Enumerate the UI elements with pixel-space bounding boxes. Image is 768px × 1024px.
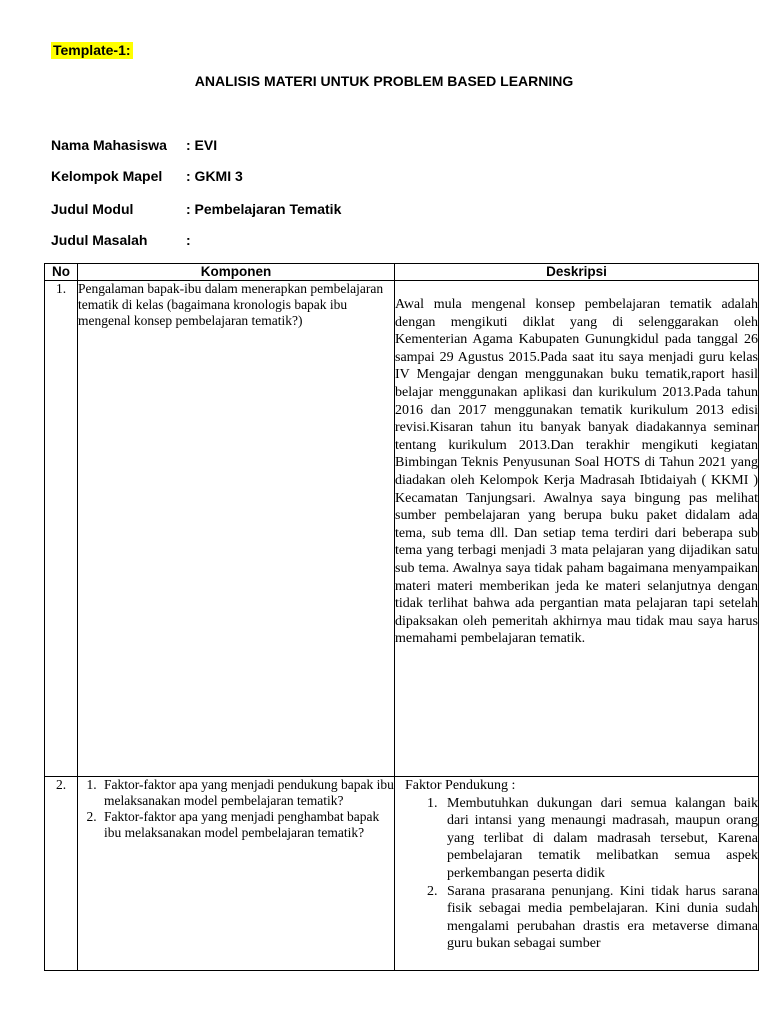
list-item: 1. Membutuhkan dukungan dari semua kalangan baik dari intansi yang menaungi madrasah, maupun orang yang terlibat di dalam madrasah tersebut, Karena pembelajaran tematik melibatkan semua aspek perkembangan peserta didik (441, 795, 758, 883)
table-header-row (45, 264, 759, 281)
field-judul-masalah (51, 232, 191, 248)
field-label: Judul Modul (51, 201, 134, 217)
field-value: : EVI (186, 137, 218, 153)
list-item: 1. Faktor-faktor apa yang menjadi pendukung bapak ibu melaksanakan model pembelajaran tematik? (100, 777, 394, 809)
field-nama-mahasiswa (51, 137, 217, 153)
field-value: : Pembelajaran Tematik (186, 201, 342, 217)
list-item: 2. Faktor-faktor apa yang menjadi penghambat bapak ibu melaksanakan model pembelajaran tematik? (100, 809, 394, 841)
field-label: Kelompok Mapel (51, 168, 163, 184)
list-item: 2. Sarana prasarana penunjang. Kini tidak harus sarana fisik sebagai media pembelajaran. Kini dunia sudah mengalami perubahan drastis era metaverse dimana guru bukan sebagai sumber (441, 883, 758, 953)
header-no: No (45, 264, 78, 281)
header-deskripsi: Deskripsi (395, 264, 759, 281)
field-value: : GKMI 3 (186, 168, 243, 184)
field-judul-modul (51, 201, 341, 217)
table-row (45, 777, 759, 971)
field-value: : (186, 232, 191, 248)
row-deskripsi (395, 281, 759, 777)
document-title: ANALISIS MATERI UNTUK PROBLEM BASED LEARNING (194, 73, 574, 89)
deskripsi-text: Awal mula mengenal konsep pembelajaran tematik adalah dengan mengikuti diklat yang di selenggarakan oleh Kementerian Agama Kabupaten Gunungkidul pada tanggal 26 sampai 29 Agustus 2015.Pada saat itu saya menjadi guru kelas IV Mengajar dengan menggunakan buku tematik,raport hasil belajar menggunakan aplikasi dan kurikulum 2013.Pada tahun 2016 dan 2017 menggunakan tematik kurikulum 2013 edisi revisi.Kisaran tahun itu banyak banyak diadakannya seminar tentang kurikulum 2013.Dan terakhir mengikuti kegiatan Bimbingan Teknis Penyusunan Soal HOTS di Tahun 2021 yang diadakan oleh Kelompok Kerja Madrasah Ibtidaiyah ( KKMI ) Kecamatan Tanjungsari. Awalnya saya bingung pas melihat sumber pembelajaran yang berupa buku paket didalam ada tema, sub tema dll. Dan setiap tema terdiri dari beberapa sub tema yang terbagi menjadi 3 mata pelajaran yang dijadikan satu sub tema. Awalnya saya tidak paham bagaimana menyampaikan materi materi memberikan jeda ke materi selanjutnya dengan tidak terlihat bahwa ada pergantian mata pelajaran tapi setelah dipaksakan oleh pemeritah akhirnya mau tidak mau saya harus memahami pembelajaran tematik. (395, 297, 758, 647)
field-label: Nama Mahasiswa (51, 137, 167, 153)
template-label: Template-1: (53, 42, 131, 58)
table-row (45, 281, 759, 777)
field-label: Judul Masalah (51, 232, 148, 248)
row-komponen: Pengalaman bapak-ibu dalam menerapkan pembelajaran tematik di kelas (bagaimana kronologis bapak ibu mengenal konsep pembelajaran tematik?) (78, 281, 395, 777)
row-number: 1. (45, 281, 78, 777)
deskripsi-list (405, 795, 758, 953)
komponen-list (78, 777, 394, 841)
row-deskripsi (395, 777, 759, 971)
row-komponen (78, 777, 395, 971)
analysis-table (44, 263, 759, 971)
header-komponen: Komponen (78, 264, 395, 281)
deskripsi-heading: Faktor Pendukung : (405, 778, 516, 793)
row-number: 2. (45, 777, 78, 971)
field-kelompok-mapel (51, 168, 243, 184)
